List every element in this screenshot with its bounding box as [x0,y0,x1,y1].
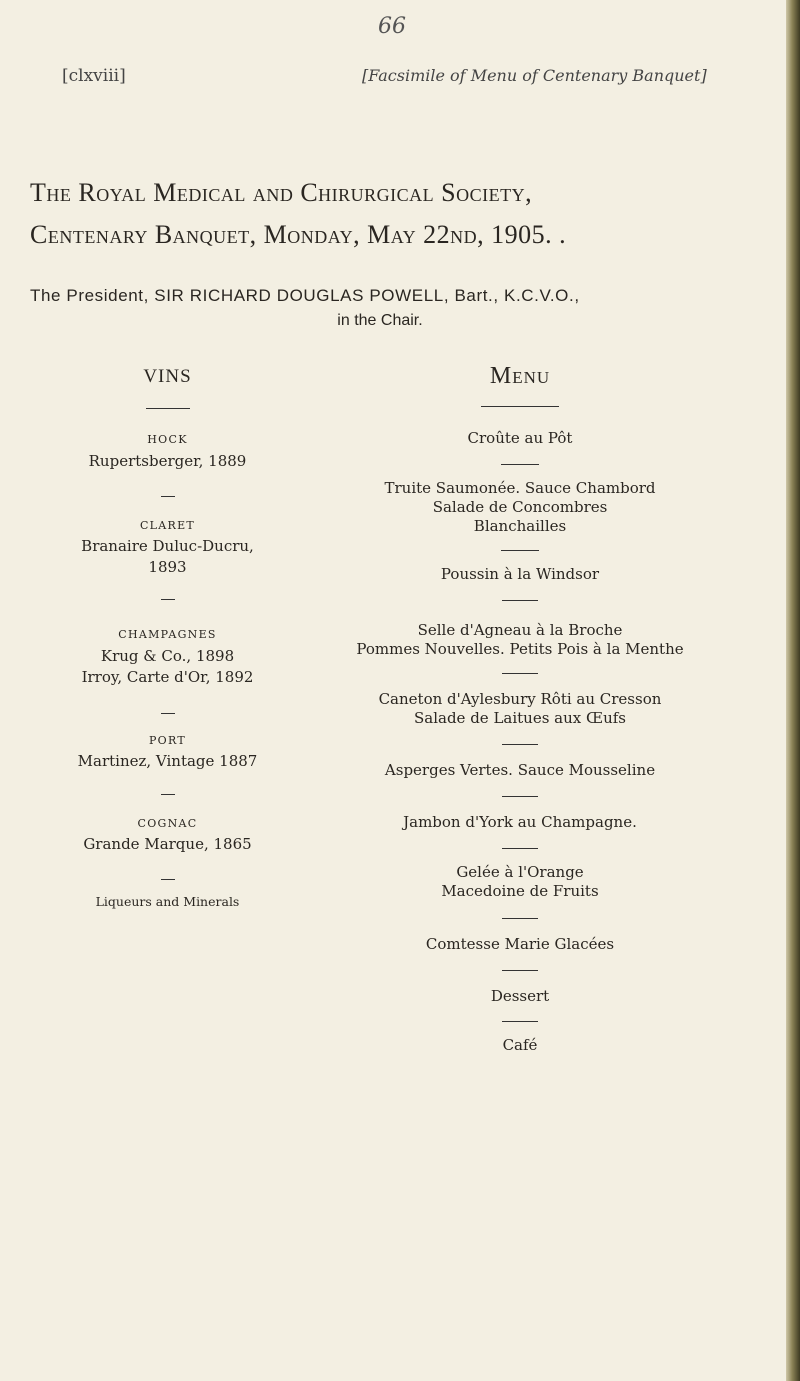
course-item: Poussin à la Windsor [440,565,600,583]
wine-line: 1893 [148,558,187,576]
divider [161,599,175,600]
vins-heading: VINS [143,366,192,387]
course-item: Pommes Nouvelles. Petits Pois à la Menthe [356,640,684,658]
course-item: Blanchailles [473,517,567,535]
title-line-2: Centenary Banquet, Monday, May 22nd, 1905. . [30,220,567,249]
page-edge-shadow [786,0,800,1381]
course-item: Gelée à l'Orange [456,863,584,881]
course-item: Asperges Vertes. Sauce Mousseline [384,761,656,779]
menu-heading: Menu [489,363,551,389]
wine-line: Irroy, Carte d'Or, 1892 [81,668,254,686]
divider [501,464,539,465]
wine-line: Krug & Co., 1898 [100,647,235,665]
divider [161,879,175,880]
course-item: Truite Saumonée. Sauce Chambord [384,479,656,497]
course-item: Croûte au Pôt [467,429,573,447]
category-claret: CLARET [139,519,196,532]
menu-column [290,363,750,1055]
wine-line: Branaire Duluc-Ducru, [81,537,254,555]
divider [502,1021,538,1022]
course-item: Comtesse Marie Glacées [425,935,615,953]
page-number: [clxviii] [62,66,126,86]
divider [502,796,538,797]
category-hock: HOCK [147,433,188,446]
title-line-1: The Royal Medical and Chirurgical Society, [30,178,533,207]
divider [161,794,175,795]
divider [501,550,539,551]
course-item: Dessert [490,987,550,1005]
course-item: Caneton d'Aylesbury Rôti au Cresson [378,690,662,708]
course-item: Macedoine de Fruits [441,882,599,900]
wine-line: Grande Marque, 1865 [83,835,252,853]
president-line: The President, SIR RICHARD DOUGLAS POWELL, Bart., K.C.V.O., [30,286,580,305]
chair-line: in the Chair. [337,312,423,329]
category-port: PORT [148,734,187,747]
handwritten-page-number: 66 [378,14,406,39]
divider [161,713,175,714]
category-cognac: COGNAC [137,817,198,830]
divider [502,744,538,745]
facsimile-caption: [Facsimile of Menu of Centenary Banquet] [362,66,707,85]
divider [502,848,538,849]
vins-column [40,366,295,909]
divider [502,918,538,919]
divider [146,408,190,409]
course-item: Selle d'Agneau à la Broche [417,621,623,639]
vins-footer: Liqueurs and Minerals [95,894,240,909]
divider [502,970,538,971]
course-item: Café [502,1036,538,1054]
course-item: Salade de Laitues aux Œufs [414,709,626,727]
course-item: Salade de Concombres [432,498,608,516]
wine-line: Martinez, Vintage 1887 [77,752,258,770]
divider [481,406,559,407]
wine-line: Rupertsberger, 1889 [88,452,247,470]
divider [161,496,175,497]
category-champagnes: CHAMPAGNES [118,628,217,641]
course-item: Jambon d'York au Champagne. [403,813,637,831]
divider [502,673,538,674]
divider [502,600,538,601]
